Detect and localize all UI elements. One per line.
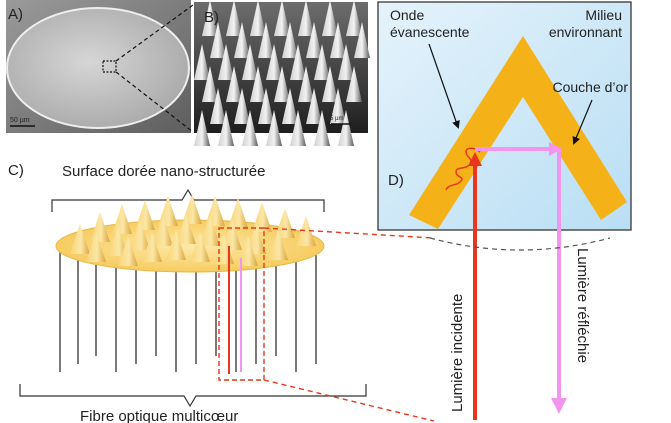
panel-c xyxy=(8,162,366,423)
surface-label: Surface dorée nano-structurée xyxy=(62,163,266,180)
detail-connector-bottom xyxy=(264,380,434,421)
gold-nanocone xyxy=(112,204,132,234)
reflected-light-label: Lumière réfléchie xyxy=(574,248,591,364)
panel-d xyxy=(378,2,631,420)
panel-a xyxy=(6,0,191,133)
evanescent-label-line1: Onde xyxy=(390,7,425,23)
panel-b-scale-bar: 5 µm xyxy=(330,116,344,122)
gold-layer-label: Couche d’or xyxy=(552,79,628,95)
panel-a-fiber-facet xyxy=(7,8,189,128)
gold-nanocone xyxy=(135,200,155,230)
reflected-arrowhead-bottom xyxy=(551,398,567,414)
medium-label-line1: Milieu xyxy=(585,7,622,23)
panel-b-letter: B) xyxy=(204,9,219,26)
medium-label-line2: environnant xyxy=(548,24,622,40)
panel-c-letter: C) xyxy=(8,162,24,179)
incident-light-label: Lumière incidente xyxy=(449,293,466,412)
fiber-label: Fibre optique multicœur xyxy=(80,408,239,423)
panel-d-letter: D) xyxy=(388,172,404,189)
panel-b xyxy=(194,0,370,146)
evanescent-label-line2: évanescente xyxy=(390,24,470,40)
fiber-brace xyxy=(20,384,366,406)
panel-a-scale-bar: 50 µm xyxy=(10,117,30,124)
panel-a-letter: A) xyxy=(8,6,23,23)
